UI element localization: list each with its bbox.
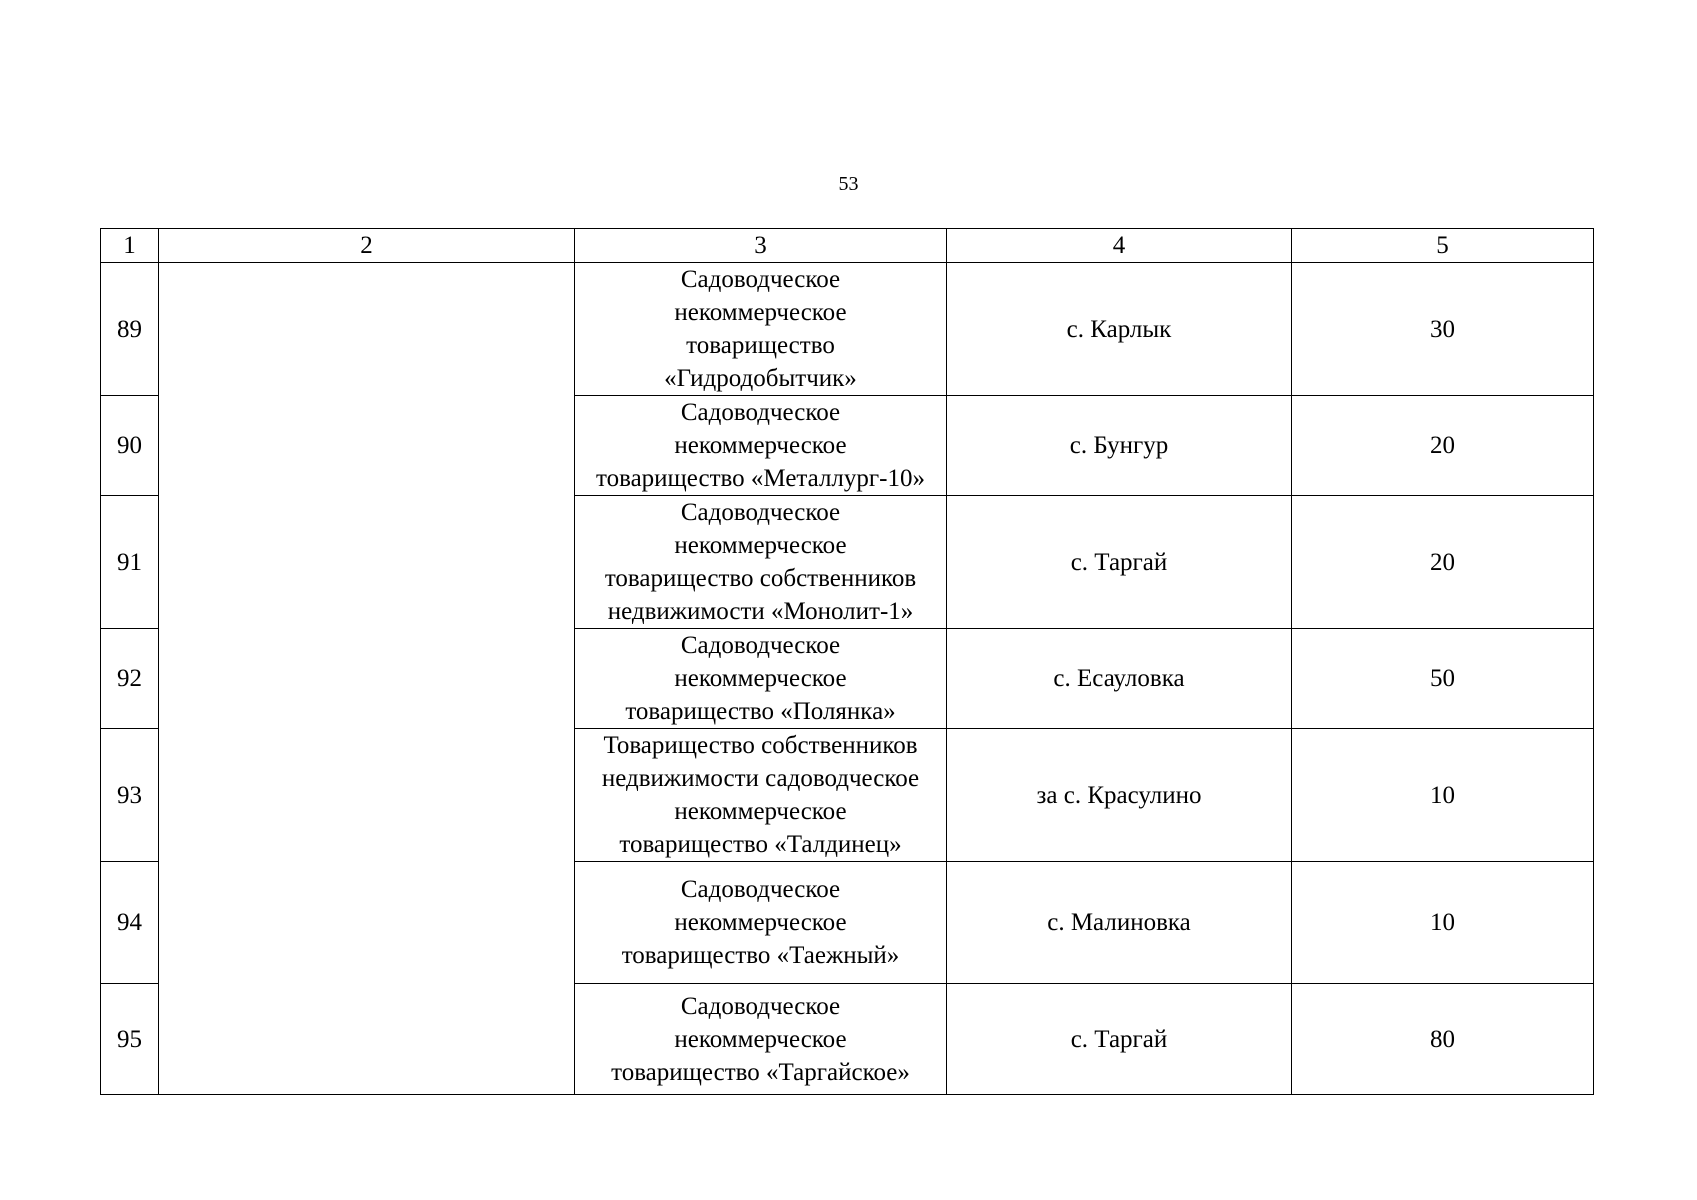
name-line: Садоводческое	[680, 992, 841, 1020]
name-line: товарищество собственников	[604, 565, 917, 592]
row-number: 92	[101, 629, 159, 729]
value: 50	[1292, 629, 1594, 729]
row-number: 91	[101, 496, 159, 629]
value: 80	[1292, 984, 1594, 1095]
row-number: 90	[101, 396, 159, 496]
value: 20	[1292, 496, 1594, 629]
organization-name	[575, 263, 947, 396]
row-number: 93	[101, 729, 159, 862]
page-number: 53	[838, 173, 859, 195]
value: 30	[1292, 263, 1594, 396]
organization-name	[575, 629, 947, 729]
column-header: 5	[1292, 229, 1594, 263]
column-header: 4	[947, 229, 1292, 263]
name-line: некоммерческое	[674, 909, 847, 936]
column-header: 1	[101, 229, 159, 263]
name-line: товарищество	[686, 332, 835, 359]
row-number: 95	[101, 984, 159, 1095]
name-line: некоммерческое	[674, 665, 847, 692]
location: с. Таргай	[947, 496, 1292, 629]
value: 10	[1292, 729, 1594, 862]
name-line: Садоводческое	[680, 876, 841, 903]
location: с. Таргай	[947, 984, 1292, 1095]
name-line: товарищество «Металлург-10»	[596, 465, 925, 492]
column-header: 2	[159, 229, 575, 263]
name-line: товарищество «Талдинец»	[619, 831, 902, 858]
name-line: некоммерческое	[674, 432, 847, 459]
value: 10	[1292, 862, 1594, 984]
name-line: товарищество «Полянка»	[625, 698, 896, 725]
name-line: Садоводческое	[680, 399, 841, 426]
location: за с. Красулино	[947, 729, 1292, 862]
location: с. Бунгур	[947, 396, 1292, 496]
name-line: Садоводческое	[680, 499, 841, 526]
name-line: Товарищество собственников	[603, 732, 918, 759]
organization-name	[575, 496, 947, 629]
value: 20	[1292, 396, 1594, 496]
name-line: недвижимости «Монолит-1»	[607, 598, 914, 625]
name-line: Садоводческое	[680, 632, 841, 659]
name-line: некоммерческое	[674, 532, 847, 559]
column-header: 3	[575, 229, 947, 263]
organization-name	[575, 729, 947, 862]
name-line: товарищество «Таргайское»	[611, 1058, 910, 1086]
row-number: 89	[101, 263, 159, 396]
name-line: «Гидродобытчик»	[664, 365, 857, 392]
name-line: некоммерческое	[674, 798, 847, 825]
merged-empty-cell	[159, 263, 575, 1095]
organization-name	[575, 862, 947, 984]
location: с. Есауловка	[947, 629, 1292, 729]
name-line: некоммерческое	[674, 1025, 847, 1053]
name-line: недвижимости садоводческое	[601, 765, 920, 792]
table-row	[101, 263, 1594, 396]
name-line: Садоводческое	[680, 266, 841, 293]
name-line: товарищество «Таежный»	[621, 942, 900, 969]
location: с. Малиновка	[947, 862, 1292, 984]
location: с. Карлык	[947, 263, 1292, 396]
row-number: 94	[101, 862, 159, 984]
table-header-row	[101, 229, 1594, 263]
data-table	[100, 228, 1594, 1095]
organization-name	[575, 984, 947, 1095]
name-line: некоммерческое	[674, 299, 847, 326]
organization-name	[575, 396, 947, 496]
